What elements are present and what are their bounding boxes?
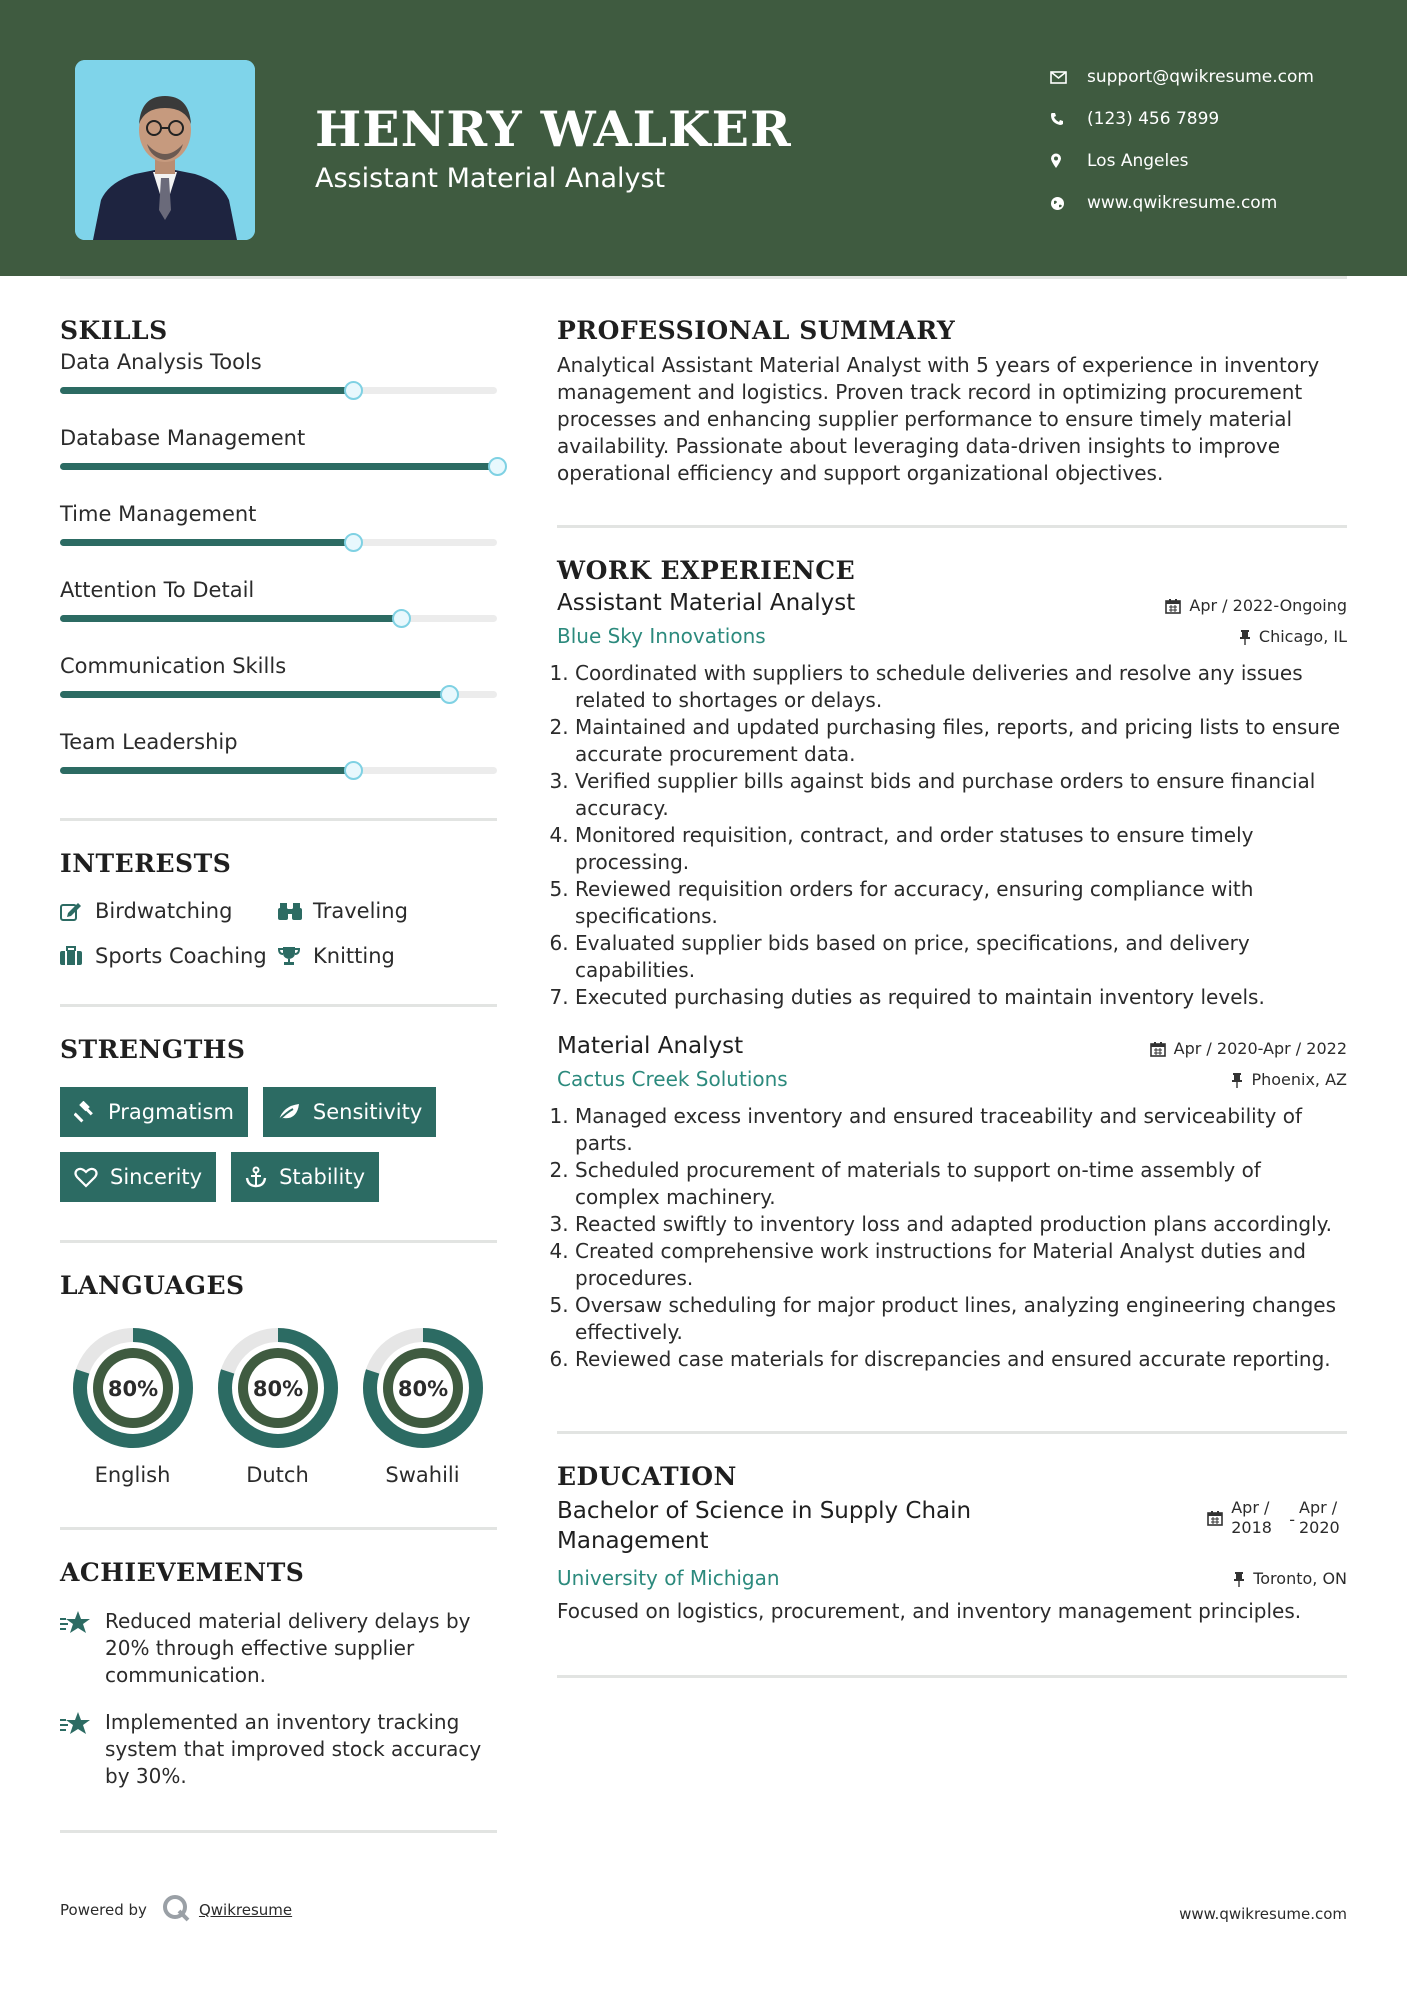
- duty-item: 5. Oversaw scheduling for major product lines, analyzing engineering changes effectively.: [575, 1292, 1347, 1346]
- briefcase-icon: [60, 946, 95, 966]
- strength-label: Sincerity: [110, 1165, 203, 1189]
- duty-item: 4. Created comprehensive work instructions for Material Analyst duties and procedures.: [575, 1238, 1347, 1292]
- job-duties: [557, 1103, 1347, 1373]
- skill-label: Database Management: [60, 426, 306, 450]
- strength-chip: [60, 1152, 216, 1202]
- achievements-list: [60, 1608, 497, 1790]
- skill-bar-fill: [60, 387, 353, 394]
- job-duties: [557, 660, 1347, 1011]
- skills-heading: SKILLS: [60, 316, 168, 345]
- section-divider: [557, 1431, 1347, 1434]
- contact-location-text: Los Angeles: [1087, 151, 1189, 171]
- language-name: Dutch: [246, 1463, 309, 1487]
- achievement-text: Reduced material delivery delays by 20% through effective supplier communication.: [105, 1609, 471, 1687]
- contact-website[interactable]: [1050, 182, 1314, 224]
- skill-label: Communication Skills: [60, 654, 287, 678]
- footer-website[interactable]: www.qwikresume.com: [1179, 1905, 1347, 1923]
- skill-item: [60, 350, 497, 426]
- contact-email-text: support@qwikresume.com: [1087, 67, 1314, 87]
- languages-list: [60, 1327, 497, 1487]
- job-entry: [557, 1033, 1347, 1373]
- achievement-item: [60, 1608, 497, 1689]
- job-dates-text: Apr / 2022-Ongoing: [1189, 596, 1347, 615]
- envelope-icon: [1050, 71, 1087, 84]
- skill-bar: [60, 691, 497, 698]
- education-location-text: Toronto, ON: [1253, 1569, 1347, 1588]
- duty-item: 4. Monitored requisition, contract, and order statuses to ensure timely processing.: [575, 822, 1347, 876]
- skills-list: [60, 350, 497, 806]
- education-dates: [1207, 1498, 1347, 1538]
- duty-item: 1. Coordinated with suppliers to schedule deliveries and resolve any issues related to shortages or delays.: [575, 660, 1347, 714]
- job-location-text: Phoenix, AZ: [1251, 1070, 1347, 1089]
- language-item: [350, 1327, 495, 1487]
- footer-powered-by: [60, 1893, 292, 1927]
- section-divider: [60, 1240, 497, 1243]
- contact-phone-text: (123) 456 7899: [1087, 109, 1220, 129]
- interest-item: [278, 942, 497, 970]
- skill-bar: [60, 539, 497, 546]
- skill-bar-knob: [392, 609, 411, 628]
- skill-bar: [60, 463, 497, 470]
- job-company: Cactus Creek Solutions: [557, 1067, 788, 1091]
- skill-bar-knob: [344, 381, 363, 400]
- job-company: Blue Sky Innovations: [557, 624, 766, 648]
- education-location: [1233, 1569, 1347, 1588]
- candidate-name: HENRY WALKER: [315, 100, 792, 158]
- job-title: Material Analyst: [557, 1033, 744, 1059]
- section-divider: [60, 1527, 497, 1530]
- section-divider: [60, 1004, 497, 1007]
- interest-item: [60, 897, 278, 925]
- pencil-square-icon: [60, 901, 95, 921]
- job-location: [1231, 1070, 1347, 1089]
- job-location: [1239, 627, 1347, 646]
- summary-text: Analytical Assistant Material Analyst with 5 years of experience in inventory management and logistics. Proven track record in optimizing procurement processes and enhancing supplier performance to ensure timely material availability. Passionate about leveraging data-driven insights to improve operational efficiency and support organizational objectives.: [557, 353, 1320, 485]
- calendar-icon: [1165, 598, 1181, 614]
- interests-heading: INTERESTS: [60, 849, 232, 878]
- skill-bar-knob: [344, 533, 363, 552]
- skill-item: [60, 654, 497, 730]
- contact-list: [1050, 56, 1314, 224]
- education-description: Focused on logistics, procurement, and inventory management principles.: [557, 1599, 1302, 1623]
- language-progress-ring: [217, 1327, 339, 1449]
- skill-bar-fill: [60, 767, 353, 774]
- section-divider: [557, 525, 1347, 528]
- strength-chip: [231, 1152, 379, 1202]
- skill-bar: [60, 387, 497, 394]
- duty-item: 7. Executed purchasing duties as required to maintain inventory levels.: [575, 984, 1347, 1011]
- language-name: English: [94, 1463, 171, 1487]
- skill-bar: [60, 615, 497, 622]
- trophy-icon: [278, 946, 313, 966]
- skill-label: Time Management: [60, 502, 257, 526]
- skill-item: [60, 502, 497, 578]
- language-progress-ring: [362, 1327, 484, 1449]
- language-progress-ring: [72, 1327, 194, 1449]
- profile-photo: [75, 60, 255, 240]
- star-list-icon: [60, 1709, 105, 1790]
- language-item: [60, 1327, 205, 1487]
- interests-list: [60, 897, 497, 970]
- globe-icon: [1050, 196, 1087, 211]
- binoculars-icon: [278, 901, 313, 921]
- achievements-heading: ACHIEVEMENTS: [60, 1558, 305, 1587]
- interest-label: Knitting: [313, 944, 395, 968]
- qwikresume-link[interactable]: Qwikresume: [198, 1901, 293, 1919]
- skill-bar: [60, 767, 497, 774]
- contact-email[interactable]: [1050, 56, 1314, 98]
- candidate-title: Assistant Material Analyst: [315, 163, 666, 194]
- strength-label: Pragmatism: [108, 1100, 234, 1124]
- duty-item: 2. Scheduled procurement of materials to support on-time assembly of complex machinery.: [575, 1157, 1347, 1211]
- pushpin-icon: [1233, 1571, 1245, 1587]
- skill-label: Data Analysis Tools: [60, 350, 262, 374]
- school-name: University of Michigan: [557, 1566, 780, 1590]
- duty-item: 1. Managed excess inventory and ensured traceability and serviceability of parts.: [575, 1103, 1347, 1157]
- section-divider: [60, 1830, 497, 1833]
- left-column: [60, 316, 497, 1833]
- skill-bar-fill: [60, 463, 497, 470]
- education-date-separator: -: [1289, 1510, 1295, 1529]
- skill-bar-knob: [440, 685, 459, 704]
- phone-icon: [1050, 112, 1087, 126]
- map-pin-icon: [1050, 153, 1087, 169]
- job-entry: [557, 590, 1347, 1011]
- skill-bar-fill: [60, 691, 449, 698]
- right-column: [557, 316, 1347, 1678]
- language-percent: 80%: [397, 1377, 448, 1401]
- language-percent: 80%: [252, 1377, 303, 1401]
- interest-item: [60, 942, 278, 970]
- interest-label: Birdwatching: [95, 899, 233, 923]
- skill-bar-fill: [60, 539, 353, 546]
- experience-heading: WORK EXPERIENCE: [557, 556, 856, 585]
- skill-label: Attention To Detail: [60, 578, 255, 602]
- language-name: Swahili: [385, 1463, 460, 1487]
- qwikresume-logo-icon: [161, 1893, 191, 1927]
- interest-item: [278, 897, 497, 925]
- job-dates: [1165, 596, 1347, 615]
- star-list-icon: [60, 1608, 105, 1689]
- achievement-item: [60, 1709, 497, 1790]
- contact-location: [1050, 140, 1314, 182]
- job-title: Assistant Material Analyst: [557, 590, 856, 616]
- contact-phone[interactable]: [1050, 98, 1314, 140]
- degree-title: Bachelor of Science in Supply Chain Management: [557, 1498, 972, 1554]
- strength-chip: [263, 1087, 436, 1137]
- skill-bar-knob: [488, 457, 507, 476]
- pushpin-icon: [1231, 1072, 1243, 1088]
- skill-bar-knob: [344, 761, 363, 780]
- pushpin-icon: [1239, 629, 1251, 645]
- skill-item: [60, 730, 497, 806]
- duty-item: 3. Verified supplier bills against bids and purchase orders to ensure financial accuracy.: [575, 768, 1347, 822]
- skill-label: Team Leadership: [60, 730, 238, 754]
- education-heading: EDUCATION: [557, 1462, 737, 1491]
- job-dates: [1150, 1039, 1347, 1058]
- strength-label: Stability: [279, 1165, 366, 1189]
- powered-by-label: Powered by: [60, 1901, 147, 1919]
- section-divider: [557, 1675, 1347, 1678]
- language-percent: 80%: [107, 1377, 158, 1401]
- strengths-heading: STRENGTHS: [60, 1035, 246, 1064]
- skill-item: [60, 426, 497, 502]
- skill-bar-fill: [60, 615, 401, 622]
- strengths-list: [60, 1087, 497, 1202]
- duty-item: 2. Maintained and updated purchasing files, reports, and pricing lists to ensure accurate procurement data.: [575, 714, 1347, 768]
- duty-item: 3. Reacted swiftly to inventory loss and adapted production plans accordingly.: [575, 1211, 1347, 1238]
- gavel-icon: [74, 1101, 96, 1123]
- skill-item: [60, 578, 497, 654]
- resume-header: [0, 0, 1407, 276]
- heart-icon: [74, 1167, 98, 1188]
- job-dates-text: Apr / 2020-Apr / 2022: [1173, 1039, 1347, 1058]
- interest-label: Traveling: [313, 899, 408, 923]
- achievement-text: Implemented an inventory tracking system that improved stock accuracy by 30%.: [105, 1710, 482, 1788]
- job-location-text: Chicago, IL: [1258, 627, 1347, 646]
- education-date-start: Apr / 2018: [1231, 1498, 1272, 1537]
- header-divider: [60, 276, 1347, 279]
- duty-item: 6. Reviewed case materials for discrepancies and ensured accurate reporting.: [575, 1346, 1347, 1373]
- section-divider: [60, 818, 497, 821]
- education-date-end: Apr / 2020: [1299, 1498, 1340, 1537]
- duty-item: 6. Evaluated supplier bids based on price, specifications, and delivery capabilities.: [575, 930, 1347, 984]
- calendar-icon: [1207, 1510, 1223, 1526]
- anchor-icon: [245, 1166, 267, 1188]
- contact-website-text: www.qwikresume.com: [1087, 193, 1278, 213]
- leaf-icon: [277, 1102, 301, 1122]
- language-item: [205, 1327, 350, 1487]
- interest-label: Sports Coaching: [95, 944, 267, 968]
- calendar-icon: [1150, 1041, 1166, 1057]
- strength-label: Sensitivity: [312, 1100, 423, 1124]
- strength-chip: [60, 1087, 248, 1137]
- languages-heading: LANGUAGES: [60, 1271, 245, 1300]
- duty-item: 5. Reviewed requisition orders for accuracy, ensuring compliance with specifications.: [575, 876, 1347, 930]
- summary-heading: PROFESSIONAL SUMMARY: [557, 316, 956, 345]
